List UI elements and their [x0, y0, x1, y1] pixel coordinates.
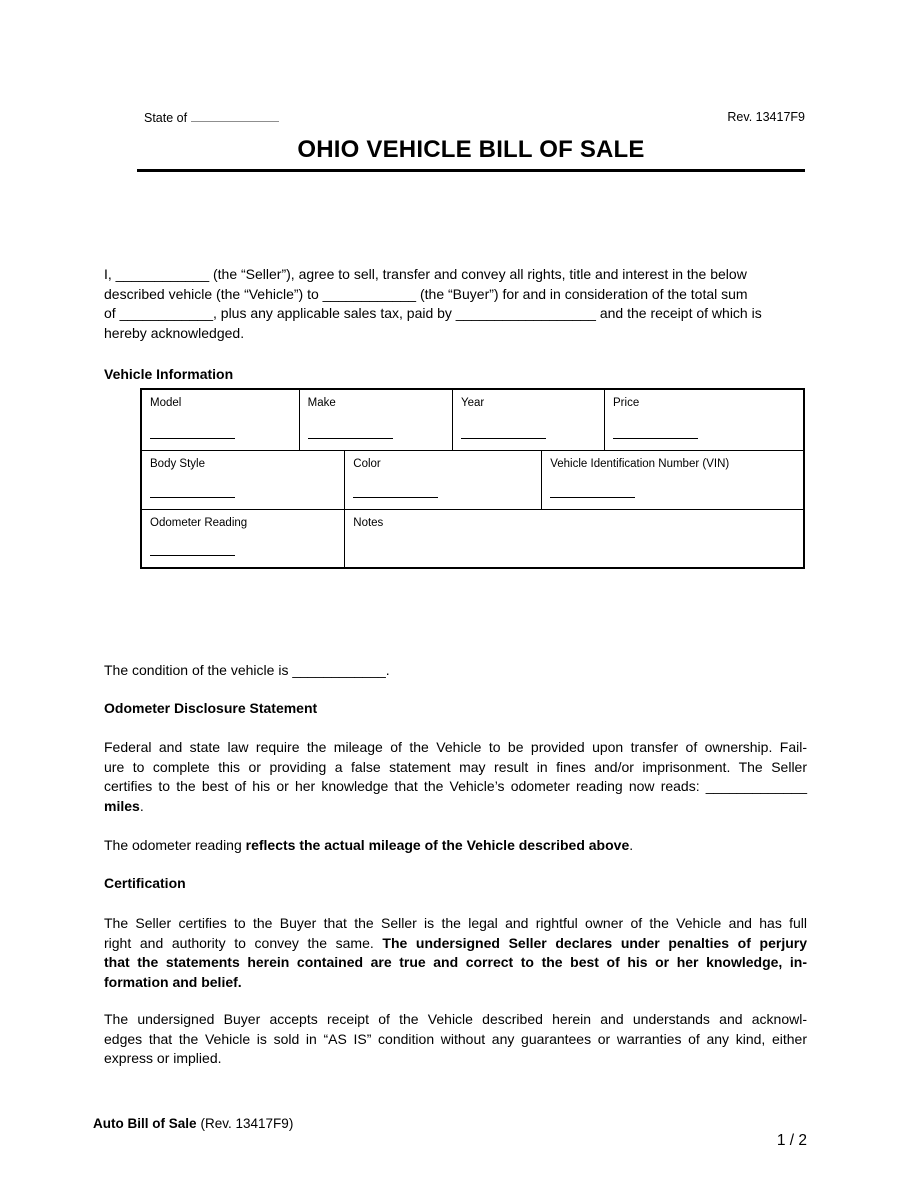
make-cell	[299, 390, 452, 450]
odometer-line-4	[104, 797, 807, 817]
color-cell	[344, 451, 541, 509]
year-label: Year	[461, 397, 485, 409]
certification-line-2-bold: The undersigned Seller declares under penalties of perjury	[382, 934, 808, 951]
notes-label: Notes	[353, 517, 384, 529]
price-cell	[604, 390, 803, 450]
vin-cell	[541, 451, 803, 509]
certification-line-2-normal: right and authority to convey the same.	[104, 934, 383, 951]
footer-doc-rev: (Rev. 13417F9)	[200, 1116, 294, 1131]
certification-line-3: that the statements herein contained are true and correct to the best of his or her knowledge, in-	[104, 954, 807, 970]
make-fill-line	[308, 438, 393, 439]
odometer-reading-cell	[142, 510, 344, 567]
odometer-fill-line	[150, 555, 235, 556]
model-fill-line	[150, 438, 235, 439]
odometer-disclosure-heading: Odometer Disclosure Statement	[104, 700, 318, 716]
miles-bold-text: miles	[104, 797, 140, 814]
vehicle-information-table	[140, 388, 805, 569]
miles-period: .	[139, 797, 144, 814]
buyer-line-2: edges that the Vehicle is sold in “AS IS” condition without any guarantees or warranties of any kind, either	[104, 1030, 807, 1047]
make-label: Make	[307, 397, 336, 409]
footer-doc-name: Auto Bill of Sale	[93, 1116, 197, 1131]
intro-line-2: described vehicle (the “Vehicle”) to ____________ (the “Buyer”) for and in consideration of the total sum	[104, 285, 748, 302]
model-label: Model	[150, 397, 182, 409]
certification-paragraph	[104, 914, 807, 992]
state-of-label: State of	[144, 111, 188, 125]
page-indicator: 1 / 2	[776, 1132, 807, 1149]
state-of-line	[137, 110, 279, 125]
notes-cell	[344, 510, 803, 567]
buyer-line-3: express or implied.	[104, 1050, 222, 1066]
body-style-fill-line	[150, 497, 235, 498]
vin-fill-line	[550, 497, 635, 498]
buyer-acceptance-paragraph	[104, 1010, 807, 1069]
intro-line-1: I, ____________ (the “Seller”), agree to sell, transfer and convey all rights, title and interest in the below	[104, 266, 747, 282]
certification-line-4: formation and belief.	[104, 973, 242, 990]
price-label: Price	[613, 397, 640, 409]
model-cell	[142, 390, 299, 450]
buyer-line-1: The undersigned Buyer accepts receipt of the Vehicle described herein and understands and acknowl-	[104, 1011, 807, 1027]
certification-heading: Certification	[104, 875, 186, 891]
condition-line: The condition of the vehicle is ____________.	[104, 662, 390, 678]
odometer-line-3: certifies to the best of his or her knowledge that the Vehicle’s odometer reading now reads: _____________	[104, 778, 807, 794]
reading-prefix: The odometer reading	[104, 837, 246, 853]
state-of-blank-line	[191, 110, 279, 122]
year-cell	[452, 390, 604, 450]
intro-line-3: of ____________, plus any applicable sales tax, paid by __________________ and the receipt of which is	[104, 305, 762, 321]
reading-bold-text: reflects the actual mileage of the Vehicle described above	[245, 837, 630, 853]
certification-line-1: The Seller certifies to the Buyer that the Seller is the legal and rightful owner of the Vehicle and has full	[104, 915, 807, 931]
table-row	[142, 509, 803, 567]
odometer-line-1: Federal and state law require the mileage of the Vehicle to be provided upon transfer of ownership. Fail-	[104, 739, 807, 755]
price-fill-line	[613, 438, 698, 439]
certification-line-2	[104, 934, 807, 954]
year-fill-line	[461, 438, 546, 439]
vin-label: Vehicle Identification Number (VIN)	[550, 458, 730, 470]
intro-paragraph	[104, 265, 807, 343]
odometer-reading-statement	[104, 836, 807, 856]
header-row	[137, 110, 805, 125]
body-style-cell	[142, 451, 344, 509]
title-rule	[137, 169, 805, 172]
condition-statement	[104, 661, 807, 681]
odometer-disclosure-paragraph	[104, 738, 807, 816]
intro-line-4: hereby acknowledged.	[104, 324, 245, 341]
body-style-label: Body Style	[150, 458, 205, 470]
reading-period: .	[629, 837, 634, 853]
table-row	[142, 450, 803, 509]
vehicle-information-heading: Vehicle Information	[104, 366, 234, 382]
color-fill-line	[353, 497, 438, 498]
table-row	[142, 390, 803, 450]
odometer-line-2: ure to complete this or providing a false statement may result in fines and/or imprisonment. The Seller	[104, 758, 807, 775]
odometer-reading-label: Odometer Reading	[150, 517, 248, 529]
revision-number: Rev. 13417F9	[727, 110, 805, 124]
reading-line	[104, 836, 807, 856]
color-label: Color	[353, 458, 381, 470]
document-footer	[93, 1116, 293, 1131]
document-title: OHIO VEHICLE BILL OF SALE	[297, 136, 645, 163]
